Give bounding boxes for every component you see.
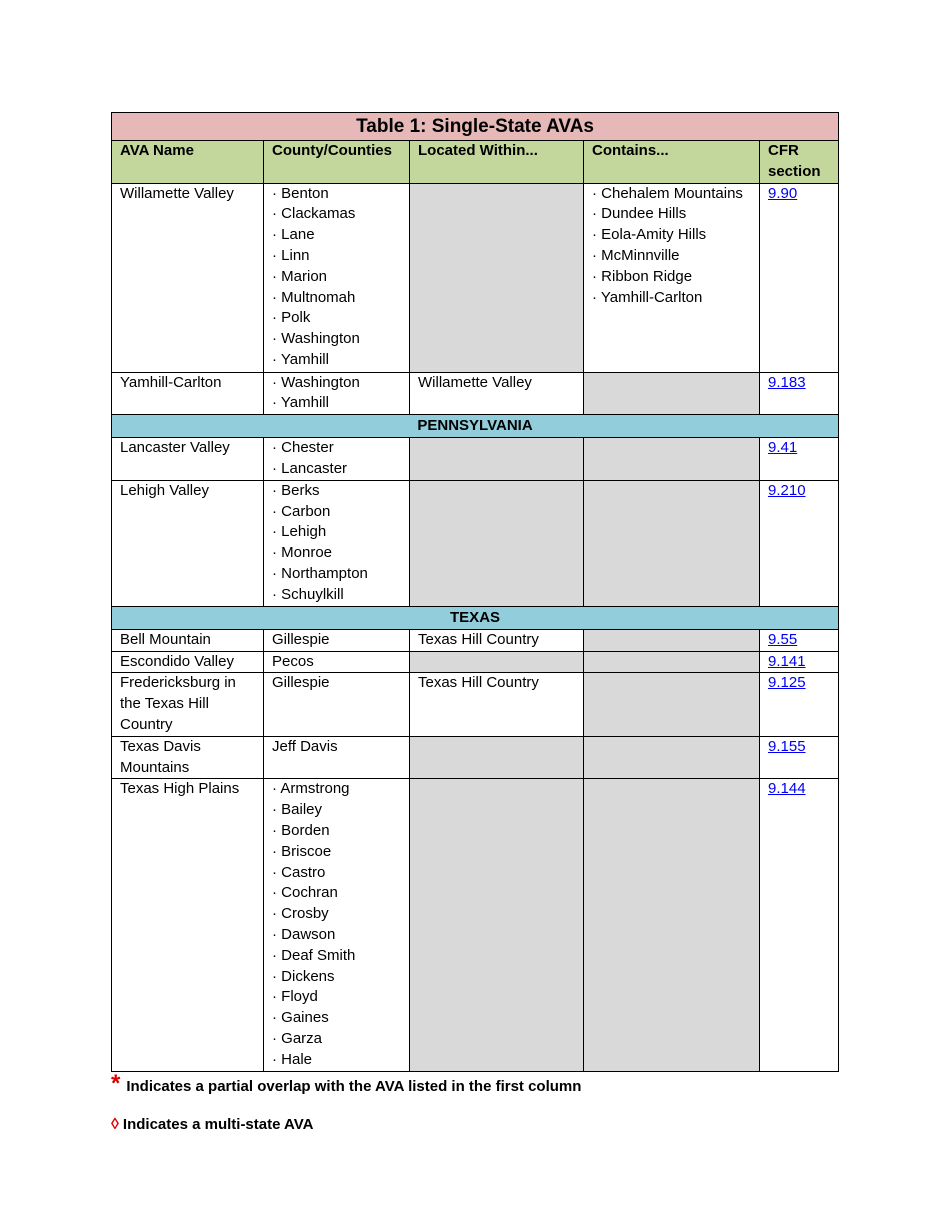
contains-empty: [584, 736, 760, 779]
footnote-multistate-text: Indicates a multi-state AVA: [122, 1116, 314, 1133]
cfr-link[interactable]: 9.141: [768, 652, 806, 670]
counties-cell: [264, 779, 410, 1071]
footnote-multi-state: [111, 1116, 838, 1134]
ava-name: Escondido Valley: [112, 651, 264, 673]
ava-name: Texas Davis Mountains: [112, 736, 264, 779]
ava-name: Texas High Plains: [112, 779, 264, 1071]
asterisk-icon: *: [111, 1070, 121, 1097]
cfr-cell: [760, 651, 839, 673]
county-item: · Deaf Smith: [272, 946, 356, 964]
county-item: · Armstrong: [272, 780, 350, 798]
ava-name: Lancaster Valley: [112, 438, 264, 481]
counties-cell: [264, 183, 410, 372]
county-item: · Hale: [272, 1050, 313, 1068]
table-row: [112, 779, 839, 1071]
table-row: [112, 651, 839, 673]
state-heading-pennsylvania: PENNSYLVANIA: [112, 415, 839, 438]
county-item: · Benton: [272, 184, 329, 202]
contains-empty: [584, 779, 760, 1071]
contains-empty: [584, 673, 760, 736]
located-within-empty: [410, 183, 584, 372]
cfr-cell: [760, 779, 839, 1071]
cfr-link[interactable]: 9.41: [768, 439, 798, 457]
cfr-link[interactable]: 9.183: [768, 373, 806, 391]
cfr-link[interactable]: 9.125: [768, 674, 806, 692]
counties-cell: [264, 480, 410, 606]
counties-cell: [264, 438, 410, 481]
located-within: Willamette Valley: [410, 372, 584, 415]
county-item: · Clackamas: [272, 205, 356, 223]
contains-item: · Yamhill-Carlton: [592, 288, 703, 306]
county-item: · Linn: [272, 246, 310, 264]
contains-item: · McMinnville: [592, 246, 680, 264]
contains-empty: [584, 651, 760, 673]
ava-name: Fredericksburg in the Texas Hill Country: [112, 673, 264, 736]
contains-item: · Chehalem Mountains: [592, 184, 743, 202]
table-row: [112, 629, 839, 651]
county-item: · Washington: [272, 373, 360, 391]
table-title: Table 1: Single-State AVAs: [112, 113, 839, 141]
ava-name: Lehigh Valley: [112, 480, 264, 606]
header-located-within: Located Within...: [410, 141, 584, 184]
county-item: · Chester: [272, 439, 334, 457]
diamond-icon: ◊: [111, 1116, 119, 1133]
contains-empty: [584, 480, 760, 606]
county-item: · Berks: [272, 481, 320, 499]
ava-name: Yamhill-Carlton: [112, 372, 264, 415]
header-cfr-section: CFR section: [760, 141, 839, 184]
contains-empty: [584, 629, 760, 651]
footnote-partial-text: Indicates a partial overlap with the AVA listed in the first column: [126, 1078, 582, 1095]
county-item: · Carbon: [272, 502, 331, 520]
header-ava-name: AVA Name: [112, 141, 264, 184]
county: Gillespie: [264, 629, 410, 651]
contains-item: · Eola-Amity Hills: [592, 226, 707, 244]
contains-empty: [584, 372, 760, 415]
county-item: · Lancaster: [272, 459, 348, 477]
cfr-cell: [760, 480, 839, 606]
cfr-cell: [760, 438, 839, 481]
county-item: · Lehigh: [272, 523, 327, 541]
header-contains: Contains...: [584, 141, 760, 184]
cfr-link[interactable]: 9.210: [768, 481, 806, 499]
county-item: · Yamhill: [272, 350, 329, 368]
cfr-cell: [760, 629, 839, 651]
county: Pecos: [264, 651, 410, 673]
contains-cell: [584, 183, 760, 372]
cfr-link[interactable]: 9.55: [768, 630, 798, 648]
county-item: · Lane: [272, 226, 315, 244]
located-within-empty: [410, 736, 584, 779]
cfr-cell: [760, 673, 839, 736]
county-item: · Dawson: [272, 925, 336, 943]
county: Jeff Davis: [264, 736, 410, 779]
located-within-empty: [410, 480, 584, 606]
county-item: · Marion: [272, 267, 328, 285]
county-item: · Briscoe: [272, 842, 332, 860]
county-item: · Northampton: [272, 564, 368, 582]
county-item: · Monroe: [272, 544, 333, 562]
single-state-ava-table: [111, 112, 839, 1072]
footnotes: [111, 1072, 838, 1134]
located-within-empty: [410, 779, 584, 1071]
county-item: · Schuylkill: [272, 585, 344, 603]
county-item: · Washington: [272, 330, 360, 348]
county-item: · Multnomah: [272, 288, 356, 306]
county-item: · Bailey: [272, 801, 323, 819]
county: Gillespie: [264, 673, 410, 736]
cfr-link[interactable]: 9.155: [768, 737, 806, 755]
county-item: · Dickens: [272, 967, 335, 985]
located-within: Texas Hill Country: [410, 629, 584, 651]
state-heading-texas: TEXAS: [112, 606, 839, 629]
table-row: [112, 673, 839, 736]
cfr-cell: [760, 183, 839, 372]
county-item: · Crosby: [272, 905, 329, 923]
cfr-link[interactable]: 9.90: [768, 184, 798, 202]
county-item: · Gaines: [272, 1009, 329, 1027]
footnote-partial-overlap: [111, 1072, 838, 1100]
county-item: · Garza: [272, 1029, 323, 1047]
counties-cell: [264, 372, 410, 415]
county-item: · Cochran: [272, 884, 338, 902]
county-item: · Castro: [272, 863, 326, 881]
cfr-link[interactable]: 9.144: [768, 780, 806, 798]
located-within-empty: [410, 438, 584, 481]
cfr-cell: [760, 372, 839, 415]
table-row: [112, 736, 839, 779]
county-item: · Yamhill: [272, 394, 329, 412]
contains-item: · Ribbon Ridge: [592, 267, 693, 285]
table-row: [112, 438, 839, 481]
table-row: [112, 372, 839, 415]
header-counties: County/Counties: [264, 141, 410, 184]
county-item: · Floyd: [272, 988, 318, 1006]
county-item: · Borden: [272, 821, 330, 839]
cfr-cell: [760, 736, 839, 779]
located-within-empty: [410, 651, 584, 673]
county-item: · Polk: [272, 309, 311, 327]
table-row: [112, 183, 839, 372]
table-row: [112, 480, 839, 606]
ava-name: Willamette Valley: [112, 183, 264, 372]
ava-name: Bell Mountain: [112, 629, 264, 651]
table-header-row: [112, 141, 839, 184]
contains-empty: [584, 438, 760, 481]
located-within: Texas Hill Country: [410, 673, 584, 736]
contains-item: · Dundee Hills: [592, 205, 687, 223]
